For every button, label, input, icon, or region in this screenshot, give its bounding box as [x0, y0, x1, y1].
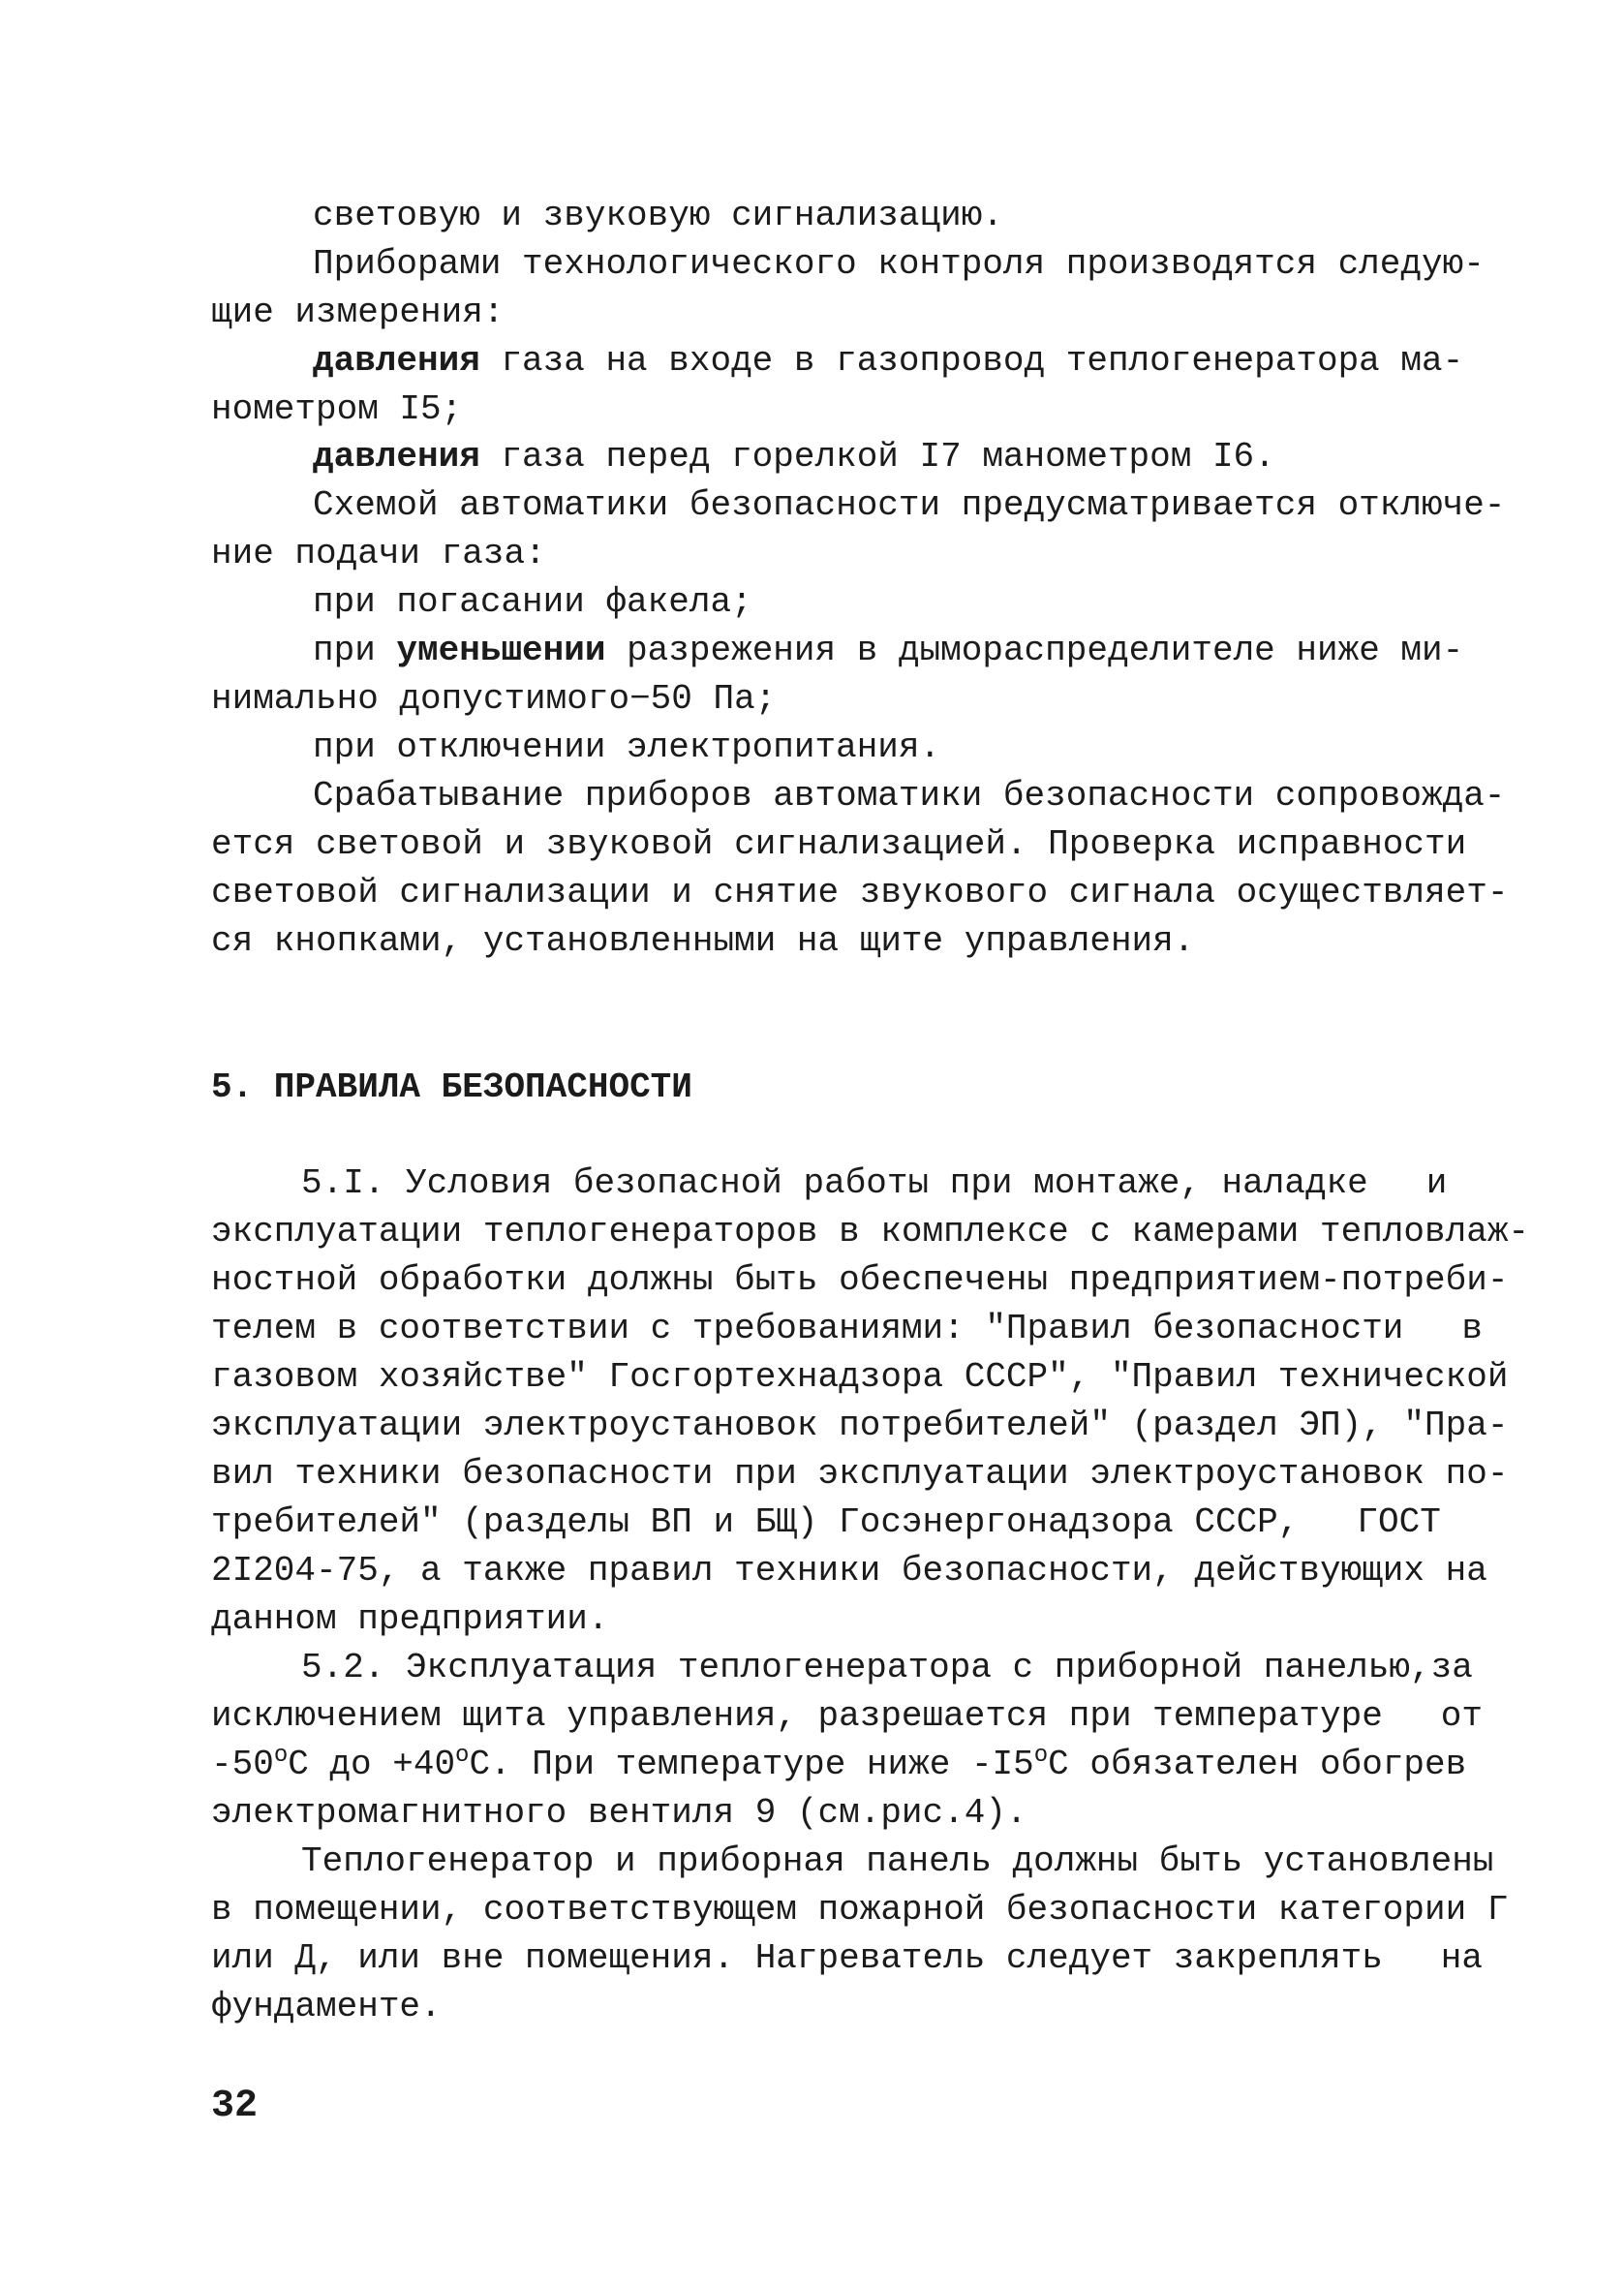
text-line: при отключении электропитания.: [313, 727, 941, 767]
text-line: щие измерения:: [211, 293, 505, 332]
text-line: вил техники безопасности при эксплуатации электроустановок по-: [211, 1454, 1509, 1494]
text-span: С до +40: [288, 1745, 456, 1784]
pressure-word: давления: [313, 341, 480, 381]
text-line: в помещении, соответствующем пожарной безопасности категории Г: [211, 1890, 1509, 1930]
text-line: световую и звуковую сигнализацию.: [313, 196, 1003, 235]
text-line: электромагнитного вентиля 9 (см.рис.4).: [211, 1793, 1027, 1833]
text-line: Срабатывание приборов автоматики безопасности сопровожда-: [313, 776, 1506, 816]
text-span: разрежения в дымораспределителе ниже ми-: [627, 631, 1464, 670]
text-span: -50: [211, 1745, 274, 1784]
text-line: фундаменте.: [211, 1987, 442, 2026]
text-span: в: [1461, 1309, 1484, 1348]
text-line: эксплуатации электроустановок потребителей" (раздел ЭП), "Пра-: [211, 1406, 1509, 1445]
text-line: Приборами технологического контроля производятся следую-: [313, 244, 1485, 284]
text-line: [313, 433, 1275, 481]
text-span: и: [1425, 1163, 1448, 1203]
text-line: 5.2. Эксплуатация теплогенератора с приборной панелью,за: [301, 1648, 1473, 1687]
degree-mark: о: [455, 1743, 470, 1769]
text-line: ностной обработки должны быть обеспечены предприятием-потреби-: [211, 1260, 1509, 1300]
text-line: ние подачи газа:: [211, 534, 546, 573]
text-line: [211, 1692, 1483, 1741]
text-span: на: [1440, 1938, 1484, 1978]
text-line: эксплуатации теплогенераторов в комплексе с камерами тепловлаж-: [211, 1212, 1530, 1252]
text-span: С обязателен обогрев: [1048, 1745, 1467, 1784]
text-line: Схемой автоматики безопасности предусматривается отключе-: [313, 485, 1506, 525]
text-span: или Д, или вне помещения. Нагреватель следует закреплять: [211, 1938, 1383, 1978]
text-line: [211, 1741, 1466, 1789]
text-span: от: [1440, 1696, 1484, 1736]
section-heading: 5. ПРАВИЛА БЕЗОПАСНОСТИ: [211, 1067, 692, 1107]
text-line: [301, 1159, 1447, 1208]
text-line: нимально допустимого−50 Па;: [211, 679, 777, 719]
pressure-word: давления: [313, 437, 480, 477]
text-line: [211, 1934, 1483, 1983]
text-line: 2I204-75, а также правил техники безопасности, действующих на: [211, 1551, 1487, 1591]
text-line: [211, 1305, 1483, 1353]
text-line: Теплогенератор и приборная панель должны быть установлены: [301, 1841, 1494, 1881]
degree-mark: о: [1033, 1743, 1049, 1769]
text-span: требителей" (разделы ВП и БЩ) Госэнергонадзора СССР,: [211, 1502, 1300, 1542]
text-span: уменьшении: [396, 631, 606, 670]
degree-mark: о: [273, 1743, 289, 1769]
text-line: газовом хозяйстве" Госгортехнадзора СССР", "Правил технической: [211, 1357, 1509, 1397]
text-line: ся кнопками, установленными на щите управления.: [211, 921, 1195, 961]
text-line: при погасании факела;: [313, 582, 752, 622]
text-span: исключением щита управления, разрешается при температуре: [211, 1696, 1383, 1736]
text-line: [313, 627, 1463, 675]
text-line: [313, 337, 1463, 386]
page-number: 32: [211, 2085, 259, 2128]
text-line: данном предприятии.: [211, 1599, 609, 1639]
text-span: С. При температуре ниже -I5: [469, 1745, 1034, 1784]
text-line: нометром I5;: [211, 389, 463, 429]
text-line: [211, 1499, 1441, 1547]
text-line: ется световой и звуковой сигнализацией. Проверка исправности: [211, 824, 1467, 864]
text-span: газа перед горелкой I7 манометром I6.: [501, 437, 1275, 477]
text-line: световой сигнализации и снятие звукового сигнала осуществляет-: [211, 873, 1509, 912]
text-span: 5.I. Условия безопасной работы при монтаже, наладке: [301, 1163, 1368, 1203]
text-span: газа на входе в газопровод теплогенератора ма-: [501, 341, 1464, 381]
text-span: при: [313, 631, 376, 670]
text-span: телем в соответствии с требованиями: "Правил безопасности: [211, 1309, 1404, 1348]
text-span: ГОСТ: [1357, 1502, 1441, 1542]
